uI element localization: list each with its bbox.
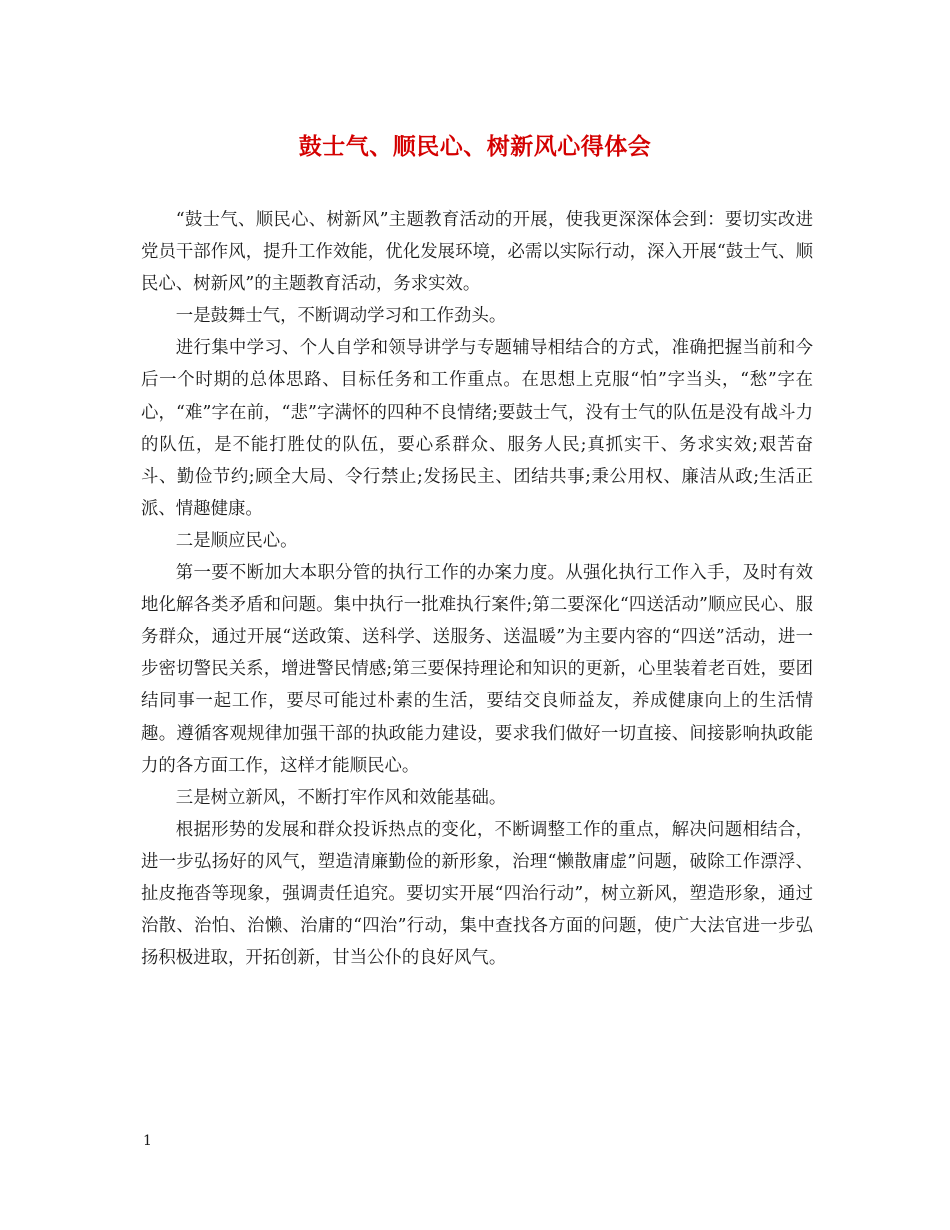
paragraph-section-two: 第一要不断加大本职分管的执行工作的办案力度。从强化执行工作入手，及时有效地化解各类矛盾和问题。集中执行一批难执行案件;第二要深化“四送活动”顺应民心、服务群众，通过开展“送政策、送科学、送服务、送温暖”为主要内容的“四送”活动，进一步密切警民关系，增进警民情感;第三要保持理论和知识的更新，心里装着老百姓，要团结同事一起工作，要尽可能过朴素的生活，要结交良师益友，养成健康向上的生活情趣。遵循客观规律加强干部的执政能力建设，要求我们做好一切直接、间接影响执政能力的各方面工作，这样才能顺民心。 xyxy=(141,563,813,776)
document-body xyxy=(141,204,813,974)
paragraph-intro: “鼓士气、顺民心、树新风”主题教育活动的开展，使我更深深体会到：要切实改进党员干部作风，提升工作效能，优化发展环境，必需以实际行动，深入开展“鼓士气、顺民心、树新风”的主题教育活动，务求实效。 xyxy=(141,210,813,295)
paragraph-heading-two: 二是顺应民心。 xyxy=(175,530,298,551)
paragraph-section-one: 进行集中学习、个人自学和领导讲学与专题辅导相结合的方式，准确把握当前和今后一个时期的总体思路、目标任务和工作重点。在思想上克服“怕”字当头，“愁”字在心，“难”字在前，“悲”字满怀的四种不良情绪;要鼓士气，没有士气的队伍是没有战斗力的队伍，是不能打胜仗的队伍，要心系群众、服务人民;真抓实干、务求实效;艰苦奋斗、勤俭节约;顾全大局、令行禁止;发扬民主、团结共事;秉公用权、廉洁从政;生活正派、情趣健康。 xyxy=(141,338,813,519)
paragraph-heading-three: 三是树立新风，不断打牢作风和效能基础。 xyxy=(175,787,507,808)
document-title: 鼓士气、顺民心、树新风心得体会 xyxy=(298,133,652,160)
paragraph-section-three: 根据形势的发展和群众投诉热点的变化，不断调整工作的重点，解决问题相结合，进一步弘扬好的风气，塑造清廉勤俭的新形象，治理“懒散庸虚”问题，破除工作漂浮、扯皮拖沓等现象，强调责任追究。要切实开展“四治行动”，树立新风，塑造形象，通过治散、治怕、治懒、治庸的“四治”行动，集中查找各方面的问题，使广大法官进一步弘扬积极进取，开拓创新，甘当公仆的良好风气。 xyxy=(141,819,813,969)
page-number: 1 xyxy=(143,1133,152,1149)
paragraph-heading-one: 一是鼓舞士气，不断调动学习和工作劲头。 xyxy=(175,306,507,327)
